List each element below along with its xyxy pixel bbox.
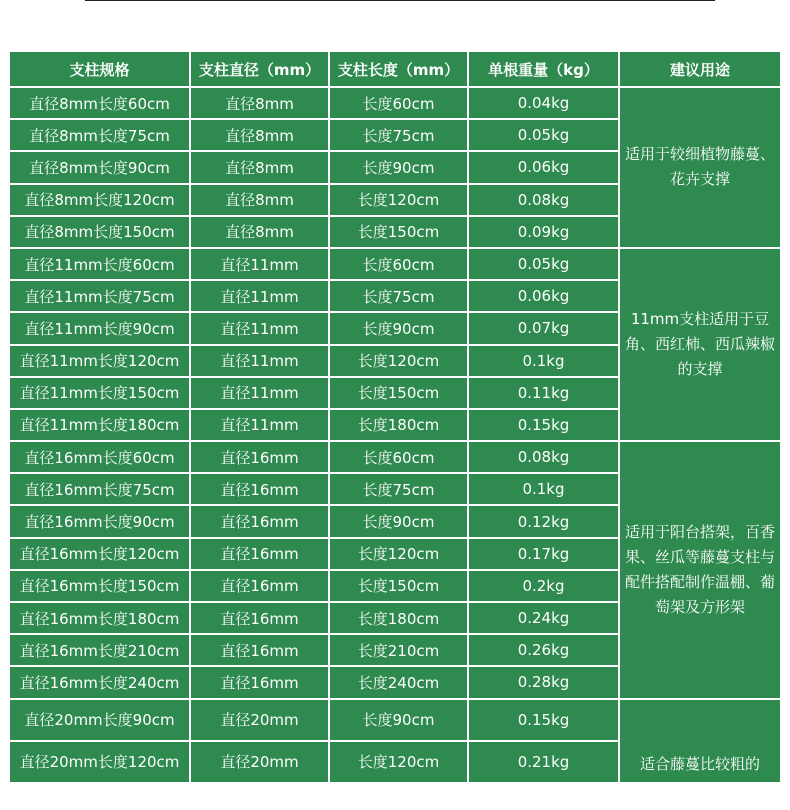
cell-diameter: 直径16mm: [190, 473, 329, 505]
cell-weight: 0.07kg: [468, 312, 619, 344]
cell-weight: 0.24kg: [468, 602, 619, 634]
cell-length: 长度150cm: [329, 216, 468, 248]
cell-length: 长度60cm: [329, 441, 468, 473]
cell-length: 长度150cm: [329, 377, 468, 409]
cell-usage: 适用于阳台搭架，百香果、丝瓜等藤蔓支柱与配件搭配制作温棚、葡萄架及方形架: [619, 441, 781, 699]
header-diameter: 支柱直径（mm）: [190, 51, 329, 87]
spec-table: [8, 50, 782, 784]
cell-spec: 直径16mm长度90cm: [9, 505, 190, 537]
cell-length: 长度75cm: [329, 119, 468, 151]
cell-length: 长度150cm: [329, 570, 468, 602]
cell-weight: 0.05kg: [468, 119, 619, 151]
cell-diameter: 直径20mm: [190, 699, 329, 741]
cell-spec: 直径11mm长度180cm: [9, 409, 190, 441]
cell-weight: 0.17kg: [468, 538, 619, 570]
cell-weight: 0.1kg: [468, 473, 619, 505]
cell-spec: 直径8mm长度60cm: [9, 87, 190, 119]
table-row: [9, 699, 781, 741]
cell-diameter: 直径16mm: [190, 666, 329, 698]
cell-spec: 直径11mm长度75cm: [9, 280, 190, 312]
cell-spec: 直径11mm长度60cm: [9, 248, 190, 280]
cell-spec: 直径8mm长度150cm: [9, 216, 190, 248]
cell-usage: 适合藤蔓比较粗的: [619, 699, 781, 783]
cell-spec: 直径16mm长度75cm: [9, 473, 190, 505]
header-row: [9, 51, 781, 87]
cell-diameter: 直径16mm: [190, 441, 329, 473]
cell-weight: 0.06kg: [468, 280, 619, 312]
spec-table-body: [9, 87, 781, 783]
cell-length: 长度180cm: [329, 602, 468, 634]
cell-weight: 0.28kg: [468, 666, 619, 698]
cell-weight: 0.08kg: [468, 441, 619, 473]
cell-weight: 0.11kg: [468, 377, 619, 409]
cell-length: 长度90cm: [329, 151, 468, 183]
cell-spec: 直径20mm长度120cm: [9, 741, 190, 783]
cell-diameter: 直径16mm: [190, 570, 329, 602]
cell-diameter: 直径11mm: [190, 280, 329, 312]
cell-diameter: 直径11mm: [190, 312, 329, 344]
cell-weight: 0.04kg: [468, 87, 619, 119]
cell-spec: 直径16mm长度60cm: [9, 441, 190, 473]
cell-length: 长度90cm: [329, 312, 468, 344]
cell-weight: 0.15kg: [468, 699, 619, 741]
cell-spec: 直径11mm长度120cm: [9, 345, 190, 377]
cell-weight: 0.1kg: [468, 345, 619, 377]
cell-weight: 0.15kg: [468, 409, 619, 441]
cell-spec: 直径16mm长度180cm: [9, 602, 190, 634]
table-row: [9, 441, 781, 473]
cell-spec: 直径11mm长度150cm: [9, 377, 190, 409]
cell-weight: 0.12kg: [468, 505, 619, 537]
cell-length: 长度120cm: [329, 538, 468, 570]
table-row: [9, 87, 781, 119]
cell-diameter: 直径16mm: [190, 505, 329, 537]
cell-spec: 直径16mm长度240cm: [9, 666, 190, 698]
cell-length: 长度90cm: [329, 505, 468, 537]
cell-length: 长度90cm: [329, 699, 468, 741]
cell-spec: 直径16mm长度150cm: [9, 570, 190, 602]
cell-diameter: 直径8mm: [190, 151, 329, 183]
cell-length: 长度240cm: [329, 666, 468, 698]
cell-length: 长度210cm: [329, 634, 468, 666]
cell-spec: 直径8mm长度120cm: [9, 184, 190, 216]
cell-spec: 直径20mm长度90cm: [9, 699, 190, 741]
cell-diameter: 直径11mm: [190, 377, 329, 409]
header-weight: 单根重量（kg）: [468, 51, 619, 87]
header-spec: 支柱规格: [9, 51, 190, 87]
cell-diameter: 直径11mm: [190, 248, 329, 280]
cell-weight: 0.21kg: [468, 741, 619, 783]
cell-weight: 0.09kg: [468, 216, 619, 248]
cell-diameter: 直径16mm: [190, 538, 329, 570]
top-divider: [85, 0, 715, 1]
cell-diameter: 直径8mm: [190, 119, 329, 151]
header-usage: 建议用途: [619, 51, 781, 87]
cell-weight: 0.08kg: [468, 184, 619, 216]
cell-diameter: 直径8mm: [190, 184, 329, 216]
cell-diameter: 直径16mm: [190, 602, 329, 634]
cell-diameter: 直径20mm: [190, 741, 329, 783]
header-length: 支柱长度（mm）: [329, 51, 468, 87]
cell-length: 长度75cm: [329, 473, 468, 505]
cell-weight: 0.2kg: [468, 570, 619, 602]
cell-usage: 适用于较细植物藤蔓、花卉支撑: [619, 87, 781, 248]
cell-diameter: 直径16mm: [190, 634, 329, 666]
cell-diameter: 直径11mm: [190, 345, 329, 377]
cell-length: 长度120cm: [329, 184, 468, 216]
cell-length: 长度120cm: [329, 741, 468, 783]
cell-diameter: 直径8mm: [190, 87, 329, 119]
cell-diameter: 直径11mm: [190, 409, 329, 441]
cell-spec: 直径8mm长度90cm: [9, 151, 190, 183]
cell-weight: 0.06kg: [468, 151, 619, 183]
cell-diameter: 直径8mm: [190, 216, 329, 248]
cell-weight: 0.26kg: [468, 634, 619, 666]
table-row: [9, 248, 781, 280]
cell-spec: 直径16mm长度210cm: [9, 634, 190, 666]
cell-weight: 0.05kg: [468, 248, 619, 280]
cell-length: 长度180cm: [329, 409, 468, 441]
cell-usage: 11mm支柱适用于豆角、西红柿、西瓜辣椒的支撑: [619, 248, 781, 441]
cell-length: 长度60cm: [329, 248, 468, 280]
cell-length: 长度60cm: [329, 87, 468, 119]
cell-spec: 直径11mm长度90cm: [9, 312, 190, 344]
cell-length: 长度75cm: [329, 280, 468, 312]
cell-length: 长度120cm: [329, 345, 468, 377]
cell-spec: 直径8mm长度75cm: [9, 119, 190, 151]
cell-spec: 直径16mm长度120cm: [9, 538, 190, 570]
